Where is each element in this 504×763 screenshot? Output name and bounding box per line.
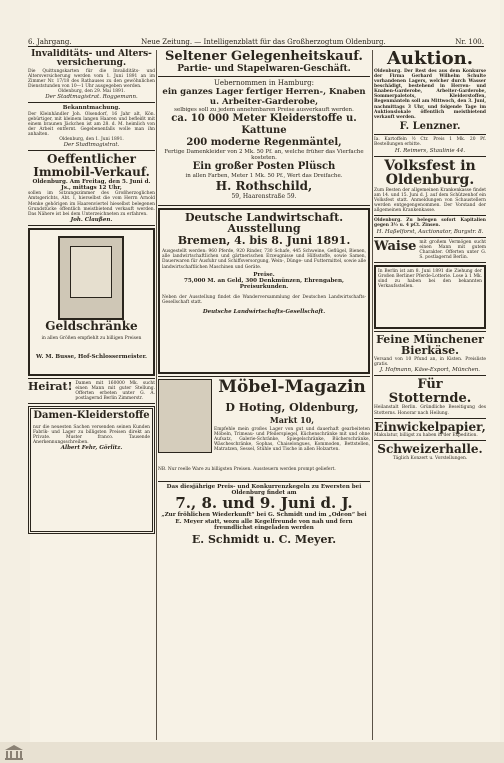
- library-logo-icon: [4, 744, 24, 760]
- header-center: Neue Zeitung. — Intelligenzblatt für das Großherzogtum Oldenburg.: [141, 38, 386, 46]
- exhibition-ad: [158, 208, 370, 374]
- safe-ad: [28, 228, 155, 376]
- ad-signature: Joh. Claußen.: [70, 216, 113, 223]
- ad-body: nur die neuesten Sachen versenden seinen Kunden Fabrik- und Lager zu billigsten Preisen direkt an Private. Muster franco. Tausende Anerkennungsschreiben.: [33, 424, 150, 445]
- ad-text: ein ganzes Lager fertiger Herren-, Knaben u. Arbeiter-Garderobe,: [162, 86, 366, 107]
- ad-date: 7., 8. und 9. Juni d. J.: [175, 494, 353, 513]
- ad-title: Seltener Gelegenheitskauf.: [165, 49, 363, 64]
- ad-body: sollen im Sitzungszimmer des Großherzoglichen Amtsgerichts, Abt. I, hierselbst die vom Herrn Arnold Menke gehörigen im Haarenviertel hieselbst belegenen Grundstücke öffentlich meistbietend verkauft werden. Das Nähere ist bei dem Unterzeichneten zu erfahren.: [28, 191, 155, 217]
- ad-body: Oldenburg. Der Rest des aus dem Konkurse der Firma Gerhard Wilhelm Schulte vorhandenen Lagers, welcher durch Wasser beschädigt, bestehend in Herren- und Knaben-Garderobe, Arbeiter-Garderobe, Sommerpaletots, Kleiderstoffen, Regenmänteln soll am Mittwoch, den 3. Juni, nachmittags 3 Uhr, und folgende Tage im Auktionslokale öffentlich meistbietend verkauft werden.: [374, 68, 486, 120]
- ad-signature: Deutsche Landwirtschafts-Gesellschaft.: [202, 309, 326, 316]
- ad-signature: Der Stadtmagistrat.: [63, 142, 120, 149]
- ad-text: Fertige Damenkleider von 2 Mk. 50 Pf. an, welche früher das Vierfache kosteten.: [164, 148, 364, 161]
- ad-body: Die Quittungskarten für die Invaliditäts- und Altersversicherung werden vom 1. Juni 1891 an im Zimmer Nr. 17/18 des Rathauses zu den gewöhnlichen Dienststunden von 10—1 Uhr ausgegeben werden.: [28, 68, 155, 90]
- ad-signature: H. Reimers, Staulinie 44.: [394, 147, 466, 154]
- ad-signature: F. Lenzner.: [399, 120, 461, 132]
- ad-signature: H. Haßelforst, Auctionator, Burgstr. 8.: [376, 228, 484, 235]
- bottom-strip: [0, 742, 504, 763]
- ad-signature: Der Stadtmagistrat. Roggemann.: [45, 94, 138, 101]
- column-rule: [156, 50, 157, 740]
- ad-title: Einwickelpapier,: [374, 419, 486, 434]
- ad-title: Möbel-Magazin: [218, 376, 366, 397]
- ad-body: Damen mit 160000 Mk. sucht einen Mann mit guter Stellung. Offerten erbeten unter G. A. postlagernd Berlin Zimmerstr.: [75, 380, 155, 402]
- ad-signature: Albert Fehr, Görlitz.: [60, 445, 123, 452]
- ad-body: In Berlin ist am 8. Juni 1891 die Ziehung der Großen Berliner Pferde-Lotterie. Lose à 1 Mk. sind zu haben bei den bekannten Verkaufsstellen.: [378, 268, 482, 290]
- ad-body: Ausgestellt werden: 960 Pferde, 920 Rinder, 730 Schafe, 445 Schweine, Geflügel, Bienen, alle landwirtschaftlichen und gärtnerischen Erzeugnisse und Hilfsstoffe, sowie Samen, Dauerwaren für Ausfuhr und Schiffsversorgung, Wein-, Dünge- und Futtermittel, sowie alle landwirtschaftlichen Maschinen und Geräte.: [162, 249, 366, 270]
- damen-ad: [28, 406, 155, 534]
- ad-title: Deutsche Landwirtschaft. Ausstellung: [184, 210, 344, 236]
- furniture-ad: [158, 376, 370, 479]
- ad-signature: W. M. Busse, Hof-Schlossermeister.: [36, 353, 147, 360]
- ad-title: Schweizerhalle.: [377, 442, 483, 457]
- ad-body: Heilanstalt Berlin. Gründliche Beseitigung des Stotterns. Honorar nach Heilung.: [374, 405, 486, 416]
- ad-title: Oeffentlicher Immobil-Verkauf.: [33, 152, 150, 179]
- ad-body: Makulatur, billigst zu haben in der Expedition.: [374, 433, 478, 439]
- column-center: [158, 50, 370, 546]
- ad-signature: E. Schmidt u. C. Meyer.: [191, 533, 337, 547]
- ad-body: Der Kleinhändler Joh. Olsendorf, 16 Jahr alt, Kön. gebürtiger, mit kleinem langen Haaren und befleißt mit einem braunen Jäckchen ist am 28. d. M. heimlich von der Arbeit entfernt. Gegebenenfalls wolle man ihn anhalten.: [28, 111, 155, 138]
- header-left: 6. Jahrgang.: [28, 38, 72, 46]
- column-rule: [372, 50, 373, 740]
- ad-text: Uebernommen in Hamburg:: [214, 78, 314, 87]
- ad-body: Oldenburg. Zu belegen sofort Kapitalien gegen 3½ u. 4 pCt. Zinsen.: [374, 218, 486, 229]
- ad-subtitle: D Hoting, Oldenburg,: [225, 400, 359, 414]
- ad-text: 200 moderne Regenmäntel,: [186, 136, 342, 148]
- ad-body: Empfehle mein großes Lager von gut und dauerhaft gearbeiteten Möbeln, Trimeau- und Pfeilerspiegel, Küchenschränke mit und ohne Aufsatz, Galerie-Schränke, Spiegelschränke, Bücherschränke, Wäscheschränke, Sophas, Chaiselongues, Kommoden, Bettstellen, Matratzen, Sessel, Stühle und Tische in allen Holzarten.: [214, 426, 370, 453]
- page-header: [28, 34, 484, 47]
- ad-title: Preise.: [253, 271, 275, 278]
- ad-body: mit großem Vermögen sucht einen Mann mit gutem Charakter. Offerten unter G. S. postlagernd Berlin.: [419, 239, 486, 260]
- ad-title: Bekanntmachung.: [62, 105, 121, 112]
- ad-note: NB. Nur reelle Ware zu billigsten Preisen. Aussteuern werden prompt geliefert.: [158, 466, 336, 472]
- ad-body: Täglich Konzert u. Vorstellungen.: [392, 455, 468, 461]
- ad-text: Ein großer Posten Plüsch: [192, 160, 336, 172]
- ad-text: in allen Farben, Meter 1 Mk. 50 Pf., Wert das Dreifache.: [185, 172, 343, 179]
- ad-date: Oldenburg, den 1. Juni 1891.: [59, 137, 124, 143]
- safe-icon: [58, 236, 124, 320]
- lottery-ad: [374, 265, 486, 329]
- ad-signature: H. Rothschild,: [215, 178, 313, 193]
- ad-body: in allen Größen empfiehlt zu billigen Preisen: [41, 335, 142, 341]
- ad-text: selbiges soll zu jedem annehmbaren Preise ausverkauft werden.: [174, 106, 354, 113]
- ad-text: ca. 10 000 Meter Kleiderstoffe u. Kattune: [171, 112, 357, 136]
- cabinet-icon: [158, 379, 212, 453]
- ad-subtitle: Partie- und Stapelwaren-Geschäft.: [177, 63, 351, 74]
- ad-title: Invaliditäts- und Alters-versicherung.: [31, 49, 152, 69]
- ad-text: Das diesjährige Preis- und Konkurrenzkegeln zu Ewersten bei Oldenburg findet am: [166, 483, 362, 497]
- ad-title: Heirat!: [28, 379, 73, 393]
- ad-date: Oldenburg, den 29. Mai 1891.: [57, 89, 126, 95]
- ad-text: 75,000 M. an Geld, 300 Denkmünzen, Ehrengaben, Preisurkunden.: [184, 278, 344, 291]
- column-right: [374, 50, 486, 461]
- header-right: Nr. 100.: [455, 38, 484, 46]
- ad-body: Ia. Kartoffeln ½ Ctr. Preis 1 Mk. 20 Pf. Bestellungen erbitte.: [374, 137, 486, 148]
- ad-text: „Zur fröhlichen Wiederkunft“ bei G. Schmidt und im „Odeon“ bei E. Meyer statt, wozu alle Kegelfreunde von nah und fern freundlichst eingeladen werden: [161, 512, 367, 532]
- ad-address: 59, Haarenstraße 59.: [231, 192, 297, 200]
- column-left: [28, 50, 155, 534]
- ad-signature: J. Hofmann, Käse-Export, München.: [380, 367, 480, 374]
- ad-subtitle: Bremen, 4. bis 8. Juni 1891.: [177, 233, 351, 247]
- ad-subtitle: Markt 10,: [269, 414, 315, 425]
- ad-title: Waise: [374, 238, 417, 254]
- ad-body: Neben der Ausstellung findet die Wanderversammlung der Deutschen Landwirtschafts-Gesellschaft statt.: [162, 294, 366, 305]
- ad-body: Zum Besten der allgemeinen Krankenkasse findet am 14. und 15. Juni d. J. auf dem Schützenhof ein Volksfest statt. Anmeldungen von Schaustellern werden entgegengenommen. Der Vorstand der allgemeinen Krankenkasse.: [374, 187, 486, 214]
- ad-title: Für Stotternde.: [388, 377, 472, 406]
- ad-title: Feine Münchener Bierkäse.: [376, 332, 484, 358]
- ad-subtitle: Oldenburg. Am Freitag, den 5. Juni d. Js., mittags 12 Uhr,: [32, 178, 151, 191]
- ad-title: Volksfest in Oldenburg.: [384, 157, 476, 189]
- ad-title: Auktion.: [386, 48, 474, 69]
- ad-title: Damen-Kleiderstoffe: [33, 410, 150, 422]
- ad-title: Geldschränke: [45, 318, 138, 333]
- ad-body: Versand von 10 Pfund an, in Kisten. Preisliste gratis.: [374, 357, 486, 368]
